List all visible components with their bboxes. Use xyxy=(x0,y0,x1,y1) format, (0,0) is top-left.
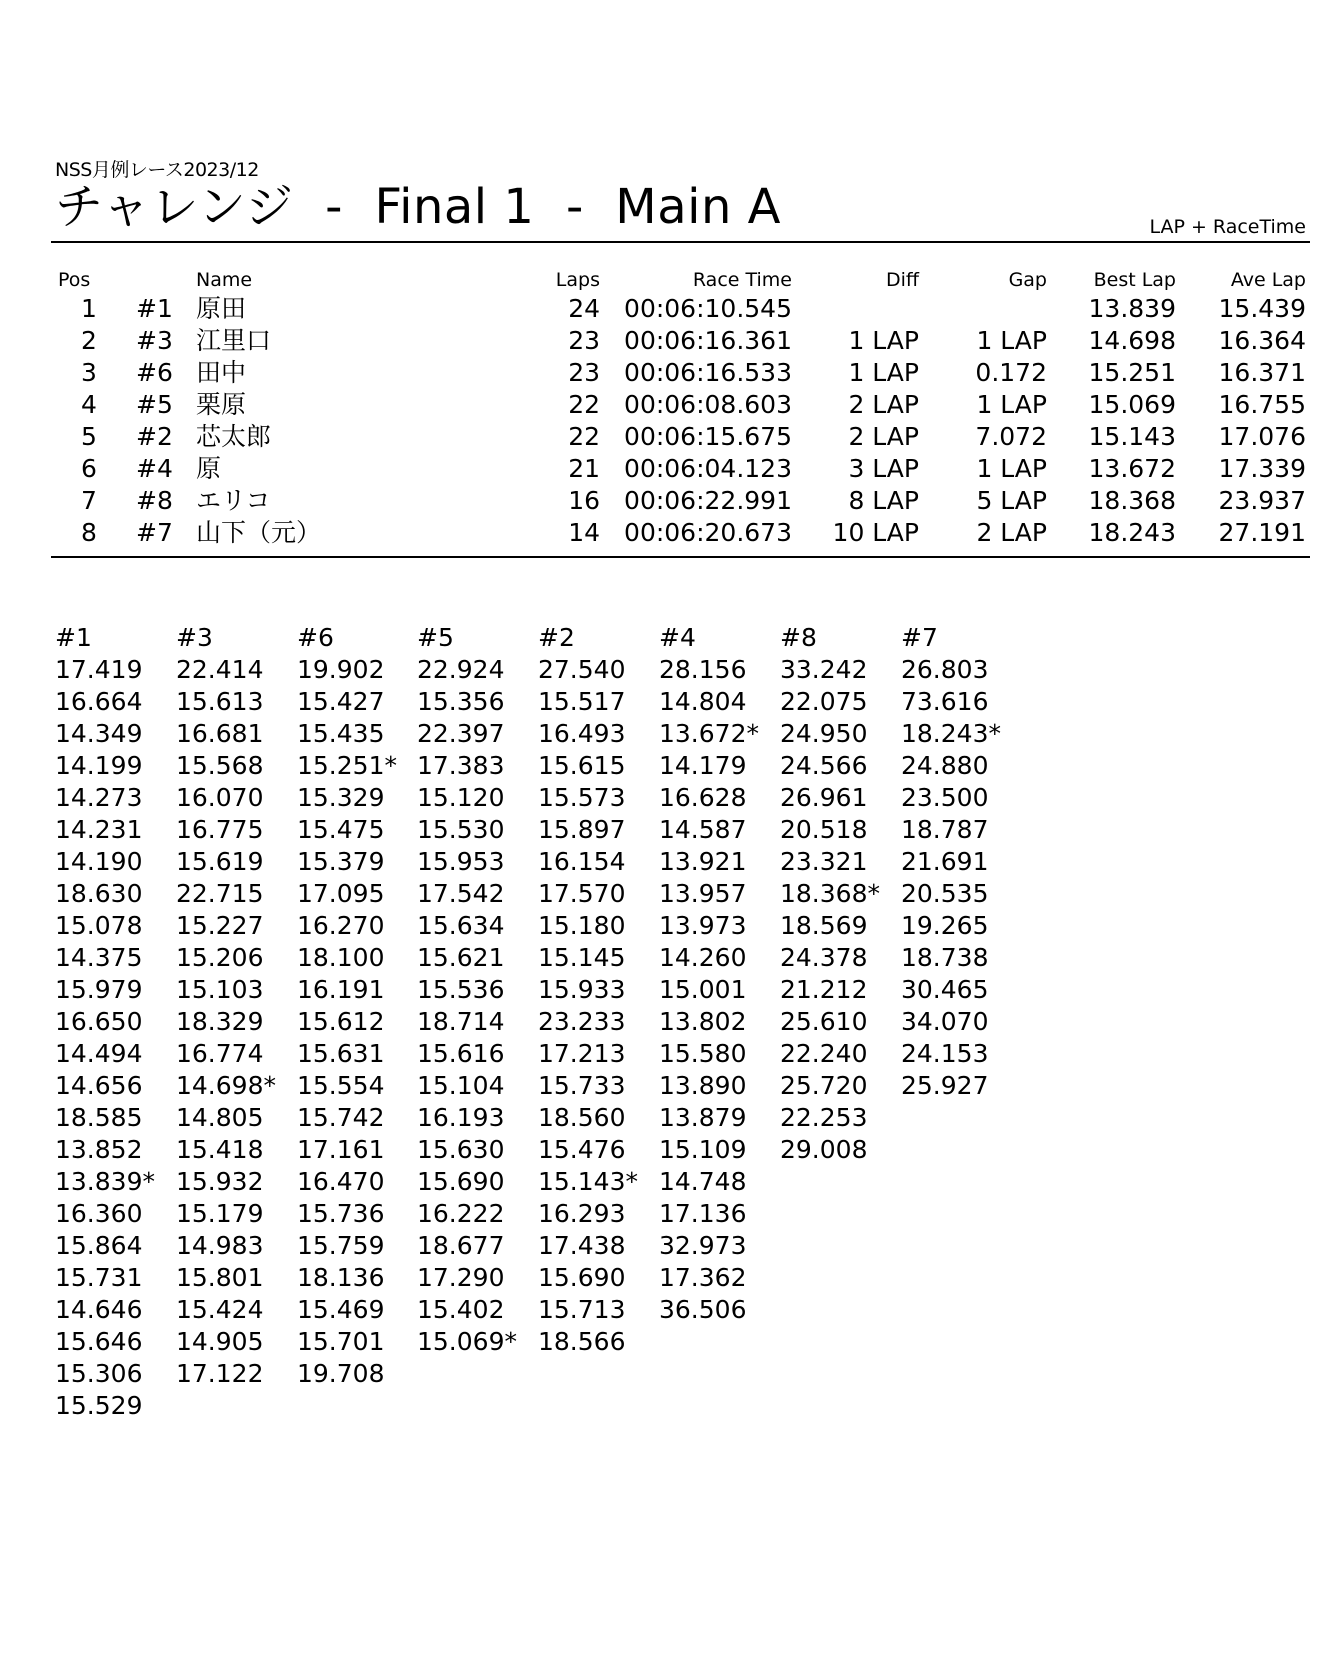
col-header-laps: Laps xyxy=(555,269,600,291)
lap-time: 15.979 xyxy=(55,975,143,1004)
cell-ave-lap: 16.371 xyxy=(1218,358,1306,387)
lap-column-header: #1 xyxy=(55,623,92,652)
lap-time: 15.634 xyxy=(417,911,505,940)
cell-diff: 3 LAP xyxy=(848,454,919,483)
lap-time: 15.742 xyxy=(297,1103,385,1132)
cell-car-number: #4 xyxy=(136,454,173,483)
cell-laps: 23 xyxy=(568,358,600,387)
lap-time: 16.681 xyxy=(176,719,264,748)
lap-time: 26.961 xyxy=(780,783,868,812)
cell-best-lap: 13.672 xyxy=(1088,454,1176,483)
lap-time: 15.630 xyxy=(417,1135,505,1164)
lap-time: 15.616 xyxy=(417,1039,505,1068)
cell-gap: 2 LAP xyxy=(976,518,1047,547)
cell-diff: 2 LAP xyxy=(848,422,919,451)
lap-time: 15.469 xyxy=(297,1295,385,1324)
lap-time: 16.650 xyxy=(55,1007,143,1036)
lap-time: 15.001 xyxy=(659,975,747,1004)
lap-time: 14.199 xyxy=(55,751,143,780)
lap-time: 16.191 xyxy=(297,975,385,1004)
cell-driver-name: 山下（元） xyxy=(196,518,322,547)
lap-time: 22.397 xyxy=(417,719,505,748)
lap-time: 24.566 xyxy=(780,751,868,780)
results-table xyxy=(0,268,1340,549)
cell-diff: 8 LAP xyxy=(848,486,919,515)
lap-time: 16.628 xyxy=(659,783,747,812)
lap-column-header: #6 xyxy=(297,623,334,652)
lap-time: 25.927 xyxy=(901,1071,989,1100)
lap-time: 17.122 xyxy=(176,1359,264,1388)
lap-time: 20.518 xyxy=(780,815,868,844)
lap-time: 14.231 xyxy=(55,815,143,844)
lap-time: 18.566 xyxy=(538,1327,626,1356)
cell-laps: 14 xyxy=(568,518,600,547)
results-body xyxy=(0,293,1340,549)
lap-time: 15.069* xyxy=(417,1327,517,1356)
table-row xyxy=(0,357,1340,389)
cell-best-lap: 18.368 xyxy=(1088,486,1176,515)
lap-time: 16.070 xyxy=(176,783,264,812)
lap-column-header: #7 xyxy=(901,623,938,652)
cell-car-number: #5 xyxy=(136,390,173,419)
lap-time: 14.656 xyxy=(55,1071,143,1100)
lap-time: 15.568 xyxy=(176,751,264,780)
lap-time: 15.475 xyxy=(297,815,385,844)
lap-time: 13.839* xyxy=(55,1167,155,1196)
lap-time: 23.500 xyxy=(901,783,989,812)
cell-pos: 2 xyxy=(81,326,97,355)
lap-time: 14.179 xyxy=(659,751,747,780)
lap-time: 19.902 xyxy=(297,655,385,684)
lap-time: 15.435 xyxy=(297,719,385,748)
lap-time: 18.787 xyxy=(901,815,989,844)
cell-ave-lap: 15.439 xyxy=(1218,294,1306,323)
lap-column xyxy=(780,622,908,1166)
lap-time: 17.542 xyxy=(417,879,505,908)
cell-pos: 1 xyxy=(81,294,97,323)
cell-diff: 10 LAP xyxy=(832,518,919,547)
cell-race-time: 00:06:16.533 xyxy=(624,358,792,387)
cell-gap: 1 LAP xyxy=(976,326,1047,355)
cell-driver-name: エリコ xyxy=(196,486,271,515)
cell-diff: 1 LAP xyxy=(848,326,919,355)
cell-pos: 8 xyxy=(81,518,97,547)
cell-ave-lap: 23.937 xyxy=(1218,486,1306,515)
lap-time: 19.708 xyxy=(297,1359,385,1388)
lap-time: 20.535 xyxy=(901,879,989,908)
lap-time: 15.379 xyxy=(297,847,385,876)
col-header-gap: Gap xyxy=(1008,269,1047,291)
lap-time: 22.715 xyxy=(176,879,264,908)
cell-pos: 3 xyxy=(81,358,97,387)
lap-time: 18.630 xyxy=(55,879,143,908)
lap-time: 15.251* xyxy=(297,751,397,780)
lap-time: 18.560 xyxy=(538,1103,626,1132)
lap-time: 15.078 xyxy=(55,911,143,940)
table-row xyxy=(0,293,1340,325)
lap-time: 16.293 xyxy=(538,1199,626,1228)
lap-time: 13.672* xyxy=(659,719,759,748)
lap-time: 18.136 xyxy=(297,1263,385,1292)
cell-race-time: 00:06:08.603 xyxy=(624,390,792,419)
lap-column xyxy=(176,622,304,1390)
lap-time: 15.619 xyxy=(176,847,264,876)
lap-time: 14.804 xyxy=(659,687,747,716)
cell-pos: 4 xyxy=(81,390,97,419)
table-row xyxy=(0,453,1340,485)
lap-time: 16.470 xyxy=(297,1167,385,1196)
lap-time: 15.701 xyxy=(297,1327,385,1356)
lap-column-header: #3 xyxy=(176,623,213,652)
lap-time: 13.890 xyxy=(659,1071,747,1100)
cell-race-time: 00:06:10.545 xyxy=(624,294,792,323)
cell-pos: 6 xyxy=(81,454,97,483)
cell-driver-name: 芯太郎 xyxy=(196,422,272,451)
lap-time: 24.880 xyxy=(901,751,989,780)
lap-time: 15.801 xyxy=(176,1263,264,1292)
col-header-race-time: Race Time xyxy=(692,269,792,291)
lap-time: 16.270 xyxy=(297,911,385,940)
lap-time: 17.570 xyxy=(538,879,626,908)
lap-time: 18.738 xyxy=(901,943,989,972)
cell-car-number: #8 xyxy=(136,486,173,515)
lap-time: 29.008 xyxy=(780,1135,868,1164)
lap-time: 17.362 xyxy=(659,1263,747,1292)
lap-time: 17.213 xyxy=(538,1039,626,1068)
col-header-diff: Diff xyxy=(886,269,919,291)
lap-time: 15.736 xyxy=(297,1199,385,1228)
lap-time: 15.103 xyxy=(176,975,264,1004)
cell-laps: 21 xyxy=(568,454,600,483)
lap-time: 16.193 xyxy=(417,1103,505,1132)
lap-time: 14.646 xyxy=(55,1295,143,1324)
lap-time: 15.427 xyxy=(297,687,385,716)
lap-time: 15.631 xyxy=(297,1039,385,1068)
lap-time: 26.803 xyxy=(901,655,989,684)
cell-best-lap: 14.698 xyxy=(1088,326,1176,355)
lap-time: 15.517 xyxy=(538,687,626,716)
lap-time: 24.378 xyxy=(780,943,868,972)
lap-time: 22.253 xyxy=(780,1103,868,1132)
lap-time: 17.290 xyxy=(417,1263,505,1292)
lap-time: 14.983 xyxy=(176,1231,264,1260)
cell-ave-lap: 17.076 xyxy=(1218,422,1306,451)
cell-driver-name: 田中 xyxy=(196,358,247,387)
lap-time: 14.260 xyxy=(659,943,747,972)
event-name: NSS月例レース2023/12 xyxy=(55,159,259,181)
table-row xyxy=(0,485,1340,517)
lap-time: 15.476 xyxy=(538,1135,626,1164)
cell-pos: 7 xyxy=(81,486,97,515)
cell-car-number: #1 xyxy=(136,294,173,323)
cell-race-time: 00:06:20.673 xyxy=(624,518,792,547)
lap-time: 18.243* xyxy=(901,719,1001,748)
lap-time: 21.691 xyxy=(901,847,989,876)
lap-time: 23.321 xyxy=(780,847,868,876)
lap-time: 13.852 xyxy=(55,1135,143,1164)
lap-time: 18.100 xyxy=(297,943,385,972)
lap-time: 25.610 xyxy=(780,1007,868,1036)
lap-time: 15.733 xyxy=(538,1071,626,1100)
lap-time: 28.156 xyxy=(659,655,747,684)
cell-best-lap: 15.251 xyxy=(1088,358,1176,387)
cell-car-number: #3 xyxy=(136,326,173,355)
cell-laps: 24 xyxy=(568,294,600,323)
lap-time: 18.569 xyxy=(780,911,868,940)
lap-time: 15.933 xyxy=(538,975,626,1004)
lap-time: 15.529 xyxy=(55,1391,143,1420)
lap-time: 15.530 xyxy=(417,815,505,844)
lap-time: 15.621 xyxy=(417,943,505,972)
lap-time: 15.613 xyxy=(176,687,264,716)
lap-time: 23.233 xyxy=(538,1007,626,1036)
lap-time: 15.227 xyxy=(176,911,264,940)
cell-pos: 5 xyxy=(81,422,97,451)
lap-time: 13.957 xyxy=(659,879,747,908)
cell-ave-lap: 16.364 xyxy=(1218,326,1306,355)
lap-time: 14.494 xyxy=(55,1039,143,1068)
lap-time: 21.212 xyxy=(780,975,868,1004)
lap-time: 15.104 xyxy=(417,1071,505,1100)
lap-time: 15.615 xyxy=(538,751,626,780)
lap-time: 15.731 xyxy=(55,1263,143,1292)
lap-time: 22.924 xyxy=(417,655,505,684)
lap-time: 32.973 xyxy=(659,1231,747,1260)
col-header-best-lap: Best Lap xyxy=(1093,269,1176,291)
lap-time: 25.720 xyxy=(780,1071,868,1100)
cell-laps: 22 xyxy=(568,390,600,419)
lap-time: 15.612 xyxy=(297,1007,385,1036)
lap-time: 15.145 xyxy=(538,943,626,972)
lap-column-header: #8 xyxy=(780,623,817,652)
cell-driver-name: 栗原 xyxy=(196,390,247,419)
lap-column-header: #4 xyxy=(659,623,696,652)
lap-time: 15.109 xyxy=(659,1135,747,1164)
lap-time: 30.465 xyxy=(901,975,989,1004)
lap-time: 17.136 xyxy=(659,1199,747,1228)
cell-race-time: 00:06:16.361 xyxy=(624,326,792,355)
results-divider xyxy=(51,556,1310,558)
cell-gap: 1 LAP xyxy=(976,390,1047,419)
lap-time: 16.222 xyxy=(417,1199,505,1228)
lap-time: 15.864 xyxy=(55,1231,143,1260)
lap-time: 15.418 xyxy=(176,1135,264,1164)
col-header-pos: Pos xyxy=(58,269,91,291)
lap-time: 15.143* xyxy=(538,1167,638,1196)
lap-time: 15.329 xyxy=(297,783,385,812)
lap-time: 15.554 xyxy=(297,1071,385,1100)
lap-column-header: #2 xyxy=(538,623,575,652)
lap-time: 13.973 xyxy=(659,911,747,940)
lap-time: 15.713 xyxy=(538,1295,626,1324)
lap-time: 18.329 xyxy=(176,1007,264,1036)
header-divider xyxy=(51,241,1310,243)
lap-time: 27.540 xyxy=(538,655,626,684)
lap-time: 14.273 xyxy=(55,783,143,812)
lap-time: 15.932 xyxy=(176,1167,264,1196)
lap-column xyxy=(659,622,787,1326)
lap-time: 14.349 xyxy=(55,719,143,748)
cell-laps: 23 xyxy=(568,326,600,355)
page-title: チャレンジ - Final 1 - Main A xyxy=(55,179,781,235)
lap-time: 33.242 xyxy=(780,655,868,684)
cell-best-lap: 18.243 xyxy=(1088,518,1176,547)
lap-column xyxy=(297,622,425,1390)
col-header-name: Name xyxy=(196,269,253,291)
cell-ave-lap: 27.191 xyxy=(1218,518,1306,547)
cell-best-lap: 15.143 xyxy=(1088,422,1176,451)
cell-gap: 0.172 xyxy=(975,358,1047,387)
lap-time: 13.921 xyxy=(659,847,747,876)
lap-time: 17.161 xyxy=(297,1135,385,1164)
cell-best-lap: 15.069 xyxy=(1088,390,1176,419)
lap-time: 16.664 xyxy=(55,687,143,716)
lap-time: 13.802 xyxy=(659,1007,747,1036)
lap-time: 14.587 xyxy=(659,815,747,844)
lap-time: 22.075 xyxy=(780,687,868,716)
lap-time: 16.775 xyxy=(176,815,264,844)
lap-time: 15.953 xyxy=(417,847,505,876)
lap-time: 34.070 xyxy=(901,1007,989,1036)
lap-time: 18.714 xyxy=(417,1007,505,1036)
lap-time: 15.206 xyxy=(176,943,264,972)
lap-time: 19.265 xyxy=(901,911,989,940)
lap-time: 16.360 xyxy=(55,1199,143,1228)
lap-time: 36.506 xyxy=(659,1295,747,1324)
lap-time: 14.905 xyxy=(176,1327,264,1356)
lap-column xyxy=(55,622,183,1422)
lap-time: 15.306 xyxy=(55,1359,143,1388)
cell-race-time: 00:06:22.991 xyxy=(624,486,792,515)
cell-car-number: #7 xyxy=(136,518,173,547)
lap-column xyxy=(901,622,1029,1102)
lap-time: 17.419 xyxy=(55,655,143,684)
cell-race-time: 00:06:15.675 xyxy=(624,422,792,451)
lap-time: 15.356 xyxy=(417,687,505,716)
lap-time: 15.690 xyxy=(417,1167,505,1196)
lap-time: 22.240 xyxy=(780,1039,868,1068)
lap-time: 14.748 xyxy=(659,1167,747,1196)
lap-time: 16.493 xyxy=(538,719,626,748)
table-row xyxy=(0,389,1340,421)
cell-ave-lap: 16.755 xyxy=(1218,390,1306,419)
lap-time: 15.897 xyxy=(538,815,626,844)
lap-time: 17.095 xyxy=(297,879,385,908)
lap-time: 17.383 xyxy=(417,751,505,780)
lap-time: 14.698* xyxy=(176,1071,276,1100)
cell-car-number: #2 xyxy=(136,422,173,451)
table-row xyxy=(0,517,1340,549)
cell-gap: 5 LAP xyxy=(976,486,1047,515)
cell-best-lap: 13.839 xyxy=(1088,294,1176,323)
cell-car-number: #6 xyxy=(136,358,173,387)
lap-column-header: #5 xyxy=(417,623,454,652)
cell-driver-name: 原田 xyxy=(196,294,247,323)
lap-time: 15.536 xyxy=(417,975,505,1004)
lap-time: 18.677 xyxy=(417,1231,505,1260)
cell-ave-lap: 17.339 xyxy=(1218,454,1306,483)
col-header-ave-lap: Ave Lap xyxy=(1230,269,1306,291)
report-type-label: LAP + RaceTime xyxy=(1149,216,1306,238)
lap-time: 15.402 xyxy=(417,1295,505,1324)
lap-time: 15.180 xyxy=(538,911,626,940)
cell-gap: 7.072 xyxy=(975,422,1047,451)
cell-laps: 22 xyxy=(568,422,600,451)
lap-time: 15.120 xyxy=(417,783,505,812)
cell-driver-name: 江里口 xyxy=(196,326,272,355)
lap-column xyxy=(538,622,666,1358)
lap-time: 15.580 xyxy=(659,1039,747,1068)
cell-race-time: 00:06:04.123 xyxy=(624,454,792,483)
lap-time: 14.375 xyxy=(55,943,143,972)
table-row xyxy=(0,421,1340,453)
lap-time: 17.438 xyxy=(538,1231,626,1260)
lap-time: 16.154 xyxy=(538,847,626,876)
lap-time: 15.179 xyxy=(176,1199,264,1228)
lap-time: 22.414 xyxy=(176,655,264,684)
lap-time: 14.805 xyxy=(176,1103,264,1132)
results-header-row xyxy=(0,268,1340,293)
cell-driver-name: 原 xyxy=(196,454,222,483)
cell-diff: 2 LAP xyxy=(848,390,919,419)
table-row xyxy=(0,325,1340,357)
lap-time: 15.759 xyxy=(297,1231,385,1260)
cell-diff: 1 LAP xyxy=(848,358,919,387)
lap-time: 24.153 xyxy=(901,1039,989,1068)
lap-time: 18.368* xyxy=(780,879,880,908)
lap-time: 15.424 xyxy=(176,1295,264,1324)
lap-time: 15.573 xyxy=(538,783,626,812)
lap-time: 16.774 xyxy=(176,1039,264,1068)
cell-laps: 16 xyxy=(568,486,600,515)
lap-time: 18.585 xyxy=(55,1103,143,1132)
lap-time: 24.950 xyxy=(780,719,868,748)
cell-gap: 1 LAP xyxy=(976,454,1047,483)
lap-time: 15.646 xyxy=(55,1327,143,1356)
lap-time: 13.879 xyxy=(659,1103,747,1132)
lap-time: 14.190 xyxy=(55,847,143,876)
lap-time: 15.690 xyxy=(538,1263,626,1292)
lap-column xyxy=(417,622,545,1358)
lap-time: 73.616 xyxy=(901,687,989,716)
